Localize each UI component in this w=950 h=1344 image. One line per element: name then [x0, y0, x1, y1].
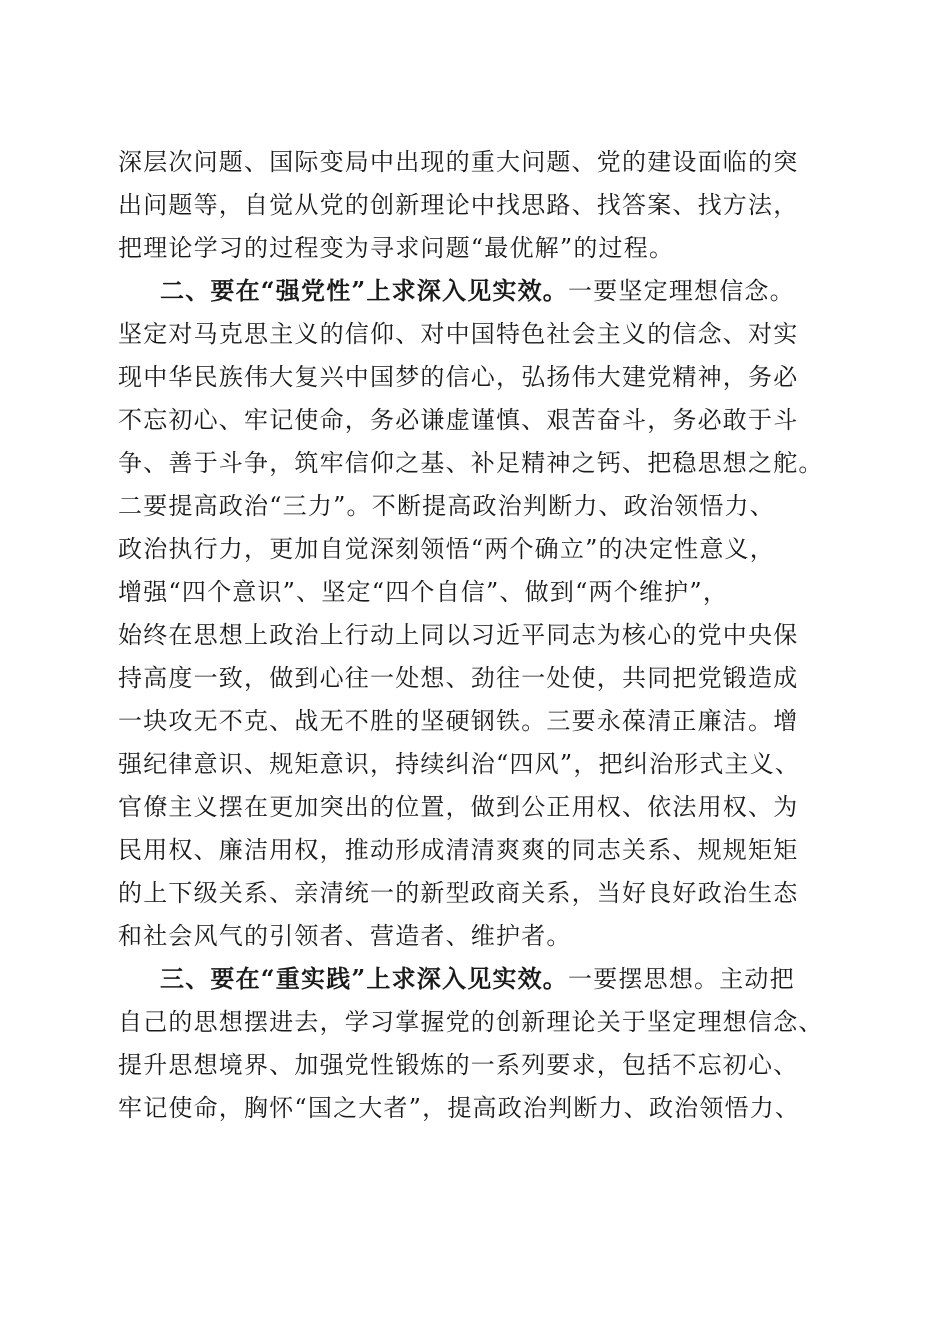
text-line-3: 把理论学习的过程变为寻求问题“最优解”的过程。 — [118, 234, 675, 262]
text-line-17: 民用权、廉洁用权，推动形成清清爽爽的同志关系、规规矩矩 — [118, 836, 799, 864]
text-line-6: 现中华民族伟大复兴中国梦的信心，弘扬伟大建党精神，务必 — [118, 363, 799, 391]
text-line-15: 强纪律意识、规矩意识，持续纠治“四风”，把纠治形式主义、 — [118, 750, 801, 778]
text-line-1: 深层次问题、国际变局中出现的重大问题、党的建设面临的突 — [118, 148, 799, 176]
text-line-16: 官僚主义摆在更加突出的位置，做到公正用权、依法用权、为 — [118, 793, 799, 821]
text-line-23: 牢记使命，胸怀“国之大者”，提高政治判断力、政治领悟力、 — [118, 1094, 801, 1122]
text-line-11: 增强“四个意识”、坚定“四个自信”、做到“两个维护”， — [118, 578, 729, 606]
text-line-12: 始终在思想上政治上行动上同以习近平同志为核心的党中央保 — [118, 621, 799, 649]
section-2-first-point: 一要坚定理想信念。 — [568, 277, 795, 305]
text-line-2: 出问题等，自觉从党的创新理论中找思路、找答案、找方法， — [118, 191, 799, 219]
text-line-19: 和社会风气的引领者、营造者、维护者。 — [118, 922, 572, 950]
text-line-10: 政治执行力，更加自觉深刻领悟“两个确立”的决定性意义， — [118, 535, 775, 563]
text-line-14: 一块攻无不克、战无不胜的坚硬钢铁。三要永葆清正廉洁。增 — [118, 707, 799, 735]
text-line-13: 持高度一致，做到心往一处想、劲往一处使，共同把党锻造成 — [118, 664, 799, 692]
text-line-8: 争、善于斗争，筑牢信仰之基、补足精神之钙、把稳思想之舵。 — [118, 449, 824, 477]
text-line-22: 提升思想境界、加强党性锻炼的一系列要求，包括不忘初心、 — [118, 1051, 799, 1079]
text-line-5: 坚定对马克思主义的信仰、对中国特色社会主义的信念、对实 — [118, 320, 799, 348]
section-2-heading: 二、要在“强党性”上求深入见实效。 — [160, 276, 569, 305]
text-line-18: 的上下级关系、亲清统一的新型政商关系，当好良好政治生态 — [118, 879, 799, 907]
text-line-9: 二要提高政治“三力”。不断提高政治判断力、政治领悟力、 — [118, 492, 775, 520]
section-3-paragraph-start — [160, 963, 795, 995]
text-line-21: 自己的思想摆进去，学习掌握党的创新理论关于坚定理想信念、 — [118, 1008, 824, 1036]
section-2-paragraph-start — [160, 275, 795, 307]
text-line-7: 不忘初心、牢记使命，务必谦虚谨慎、艰苦奋斗，务必敢于斗 — [118, 406, 799, 434]
section-3-first-point: 一要摆思想。主动把 — [568, 965, 795, 993]
section-3-heading: 三、要在“重实践”上求深入见实效。 — [160, 964, 569, 993]
